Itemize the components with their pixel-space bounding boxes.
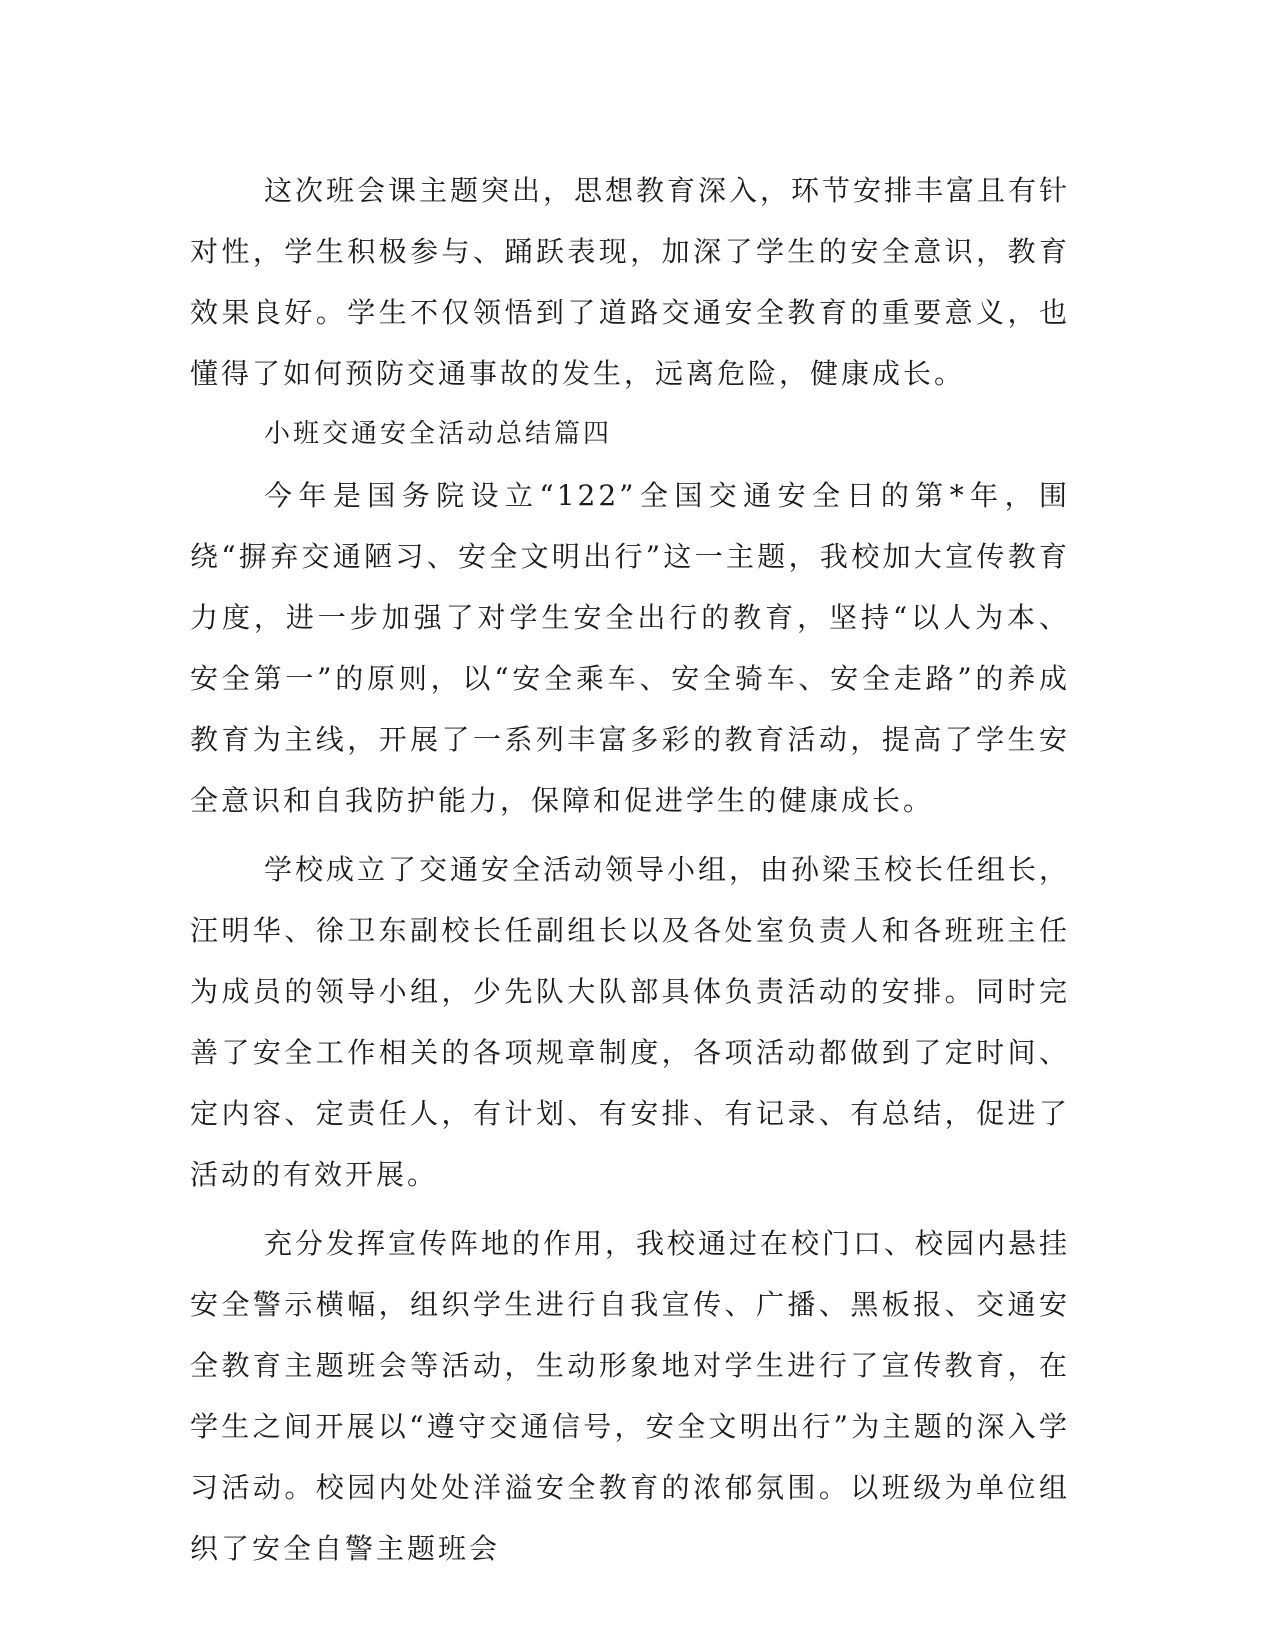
document-body [190,160,1070,1579]
paragraph-traffic-safety-day: 今年是国务院设立“122”全国交通安全日的第*年，围绕“摒弃交通陋习、安全文明出行”这一主题，我校加大宣传教育力度，进一步加强了对学生安全出行的教育，坚持“以人为本、安全第一”的原则，以“安全乘车、安全骑车、安全走路”的养成教育为主线，开展了一系列丰富多彩的教育活动，提高了学生安全意识和自我防护能力，保障和促进学生的健康成长。 [190,479,1070,817]
paragraph-leadership-group: 学校成立了交通安全活动领导小组，由孙梁玉校长任组长，汪明华、徐卫东副校长任副组长以及各处室负责人和各班班主任为成员的领导小组，少先队大队部具体负责活动的安排。同时完善了安全工作相关的各项规章制度，各项活动都做到了定时间、定内容、定责任人，有计划、有安排、有记录、有总结，促进了活动的有效开展。 [190,853,1071,1191]
section-heading: 小班交通安全活动总结篇四 [264,419,613,449]
paragraph-publicity: 充分发挥宣传阵地的作用，我校通过在校门口、校园内悬挂安全警示横幅，组织学生进行自我宣传、广播、黑板报、交通安全教育主题班会等活动，生动形象地对学生进行了宣传教育，在学生之间开展以“遵守交通信号，安全文明出行”为主题的深入学习活动。校园内处处洋溢安全教育的浓郁氛围。以班级为单位组织了安全自警主题班会 [190,1227,1071,1565]
paragraph-class-meeting-summary: 这次班会课主题突出，思想教育深入，环节安排丰富且有针对性，学生积极参与、踊跃表现，加深了学生的安全意识，教育效果良好。学生不仅领悟到了道路交通安全教育的重要意义，也懂得了如何预防交通事故的发生，远离危险，健康成长。 [190,174,1071,390]
